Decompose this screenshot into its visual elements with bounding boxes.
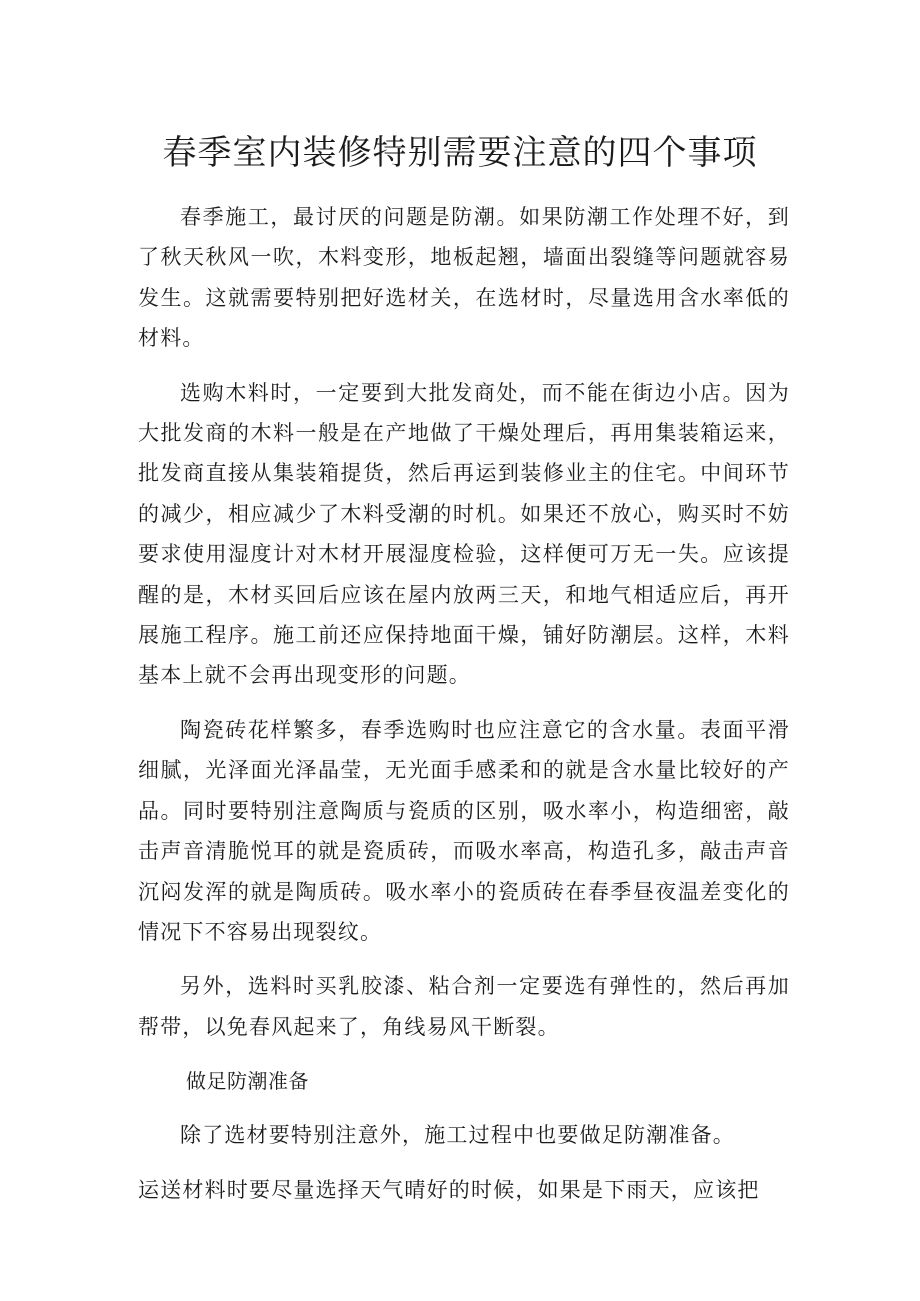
section-subheading: 做足防潮准备	[186, 1069, 309, 1094]
paragraph-3: 陶瓷砖花样繁多，春季选购时也应注意它的含水量。表面平滑细腻，光泽面光泽晶莹，无光面手感柔和的就是含水量比较好的产品。同时要特别注意陶质与瓷质的区别，吸水率小，构造细密，敲击声音清脆悦耳的就是瓷质砖，而吸水率高，构造孔多，敲击声音沉闷发浑的就是陶质砖。吸水率小的瓷质砖在春季昼夜温差变化的情况下不容易出现裂纹。	[138, 717, 790, 944]
paragraph-6: 运送材料时要尽量选择天气晴好的时候，如果是下雨天，应该把	[138, 1177, 760, 1202]
page-title: 春季室内装修特别需要注意的四个事项	[162, 133, 758, 173]
paragraph-2: 选购木料时，一定要到大批发商处，而不能在街边小店。因为大批发商的木料一般是在产地做了干燥处理后，再用集装箱运来，批发商直接从集装箱提货，然后再运到装修业主的住宅。中间环节的减少，相应减少了木料受潮的时机。如果还不放心，购买时不妨要求使用湿度计对木材开展湿度检验，这样便可万无一失。应该提醒的是，木材买回后应该在屋内放两三天，和地气相适应后，再开展施工程序。施工前还应保持地面干燥，铺好防潮层。这样，木料基本上就不会再出现变形的问题。	[138, 380, 790, 688]
paragraph-4: 另外，选料时买乳胶漆、粘合剂一定要选有弹性的，然后再加帮带，以免春风起来了，角线易风干断裂。	[138, 974, 790, 1039]
paragraph-5: 除了选材要特别注意外，施工过程中也要做足防潮准备。	[180, 1123, 735, 1148]
document-body	[138, 197, 790, 1224]
paragraph-1: 春季施工，最讨厌的问题是防潮。如果防潮工作处理不好，到了秋天秋风一吹，木料变形，地板起翘，墙面出裂缝等问题就容易发生。这就需要特别把好选材关，在选材时，尽量选用含水率低的材料。	[138, 205, 790, 351]
